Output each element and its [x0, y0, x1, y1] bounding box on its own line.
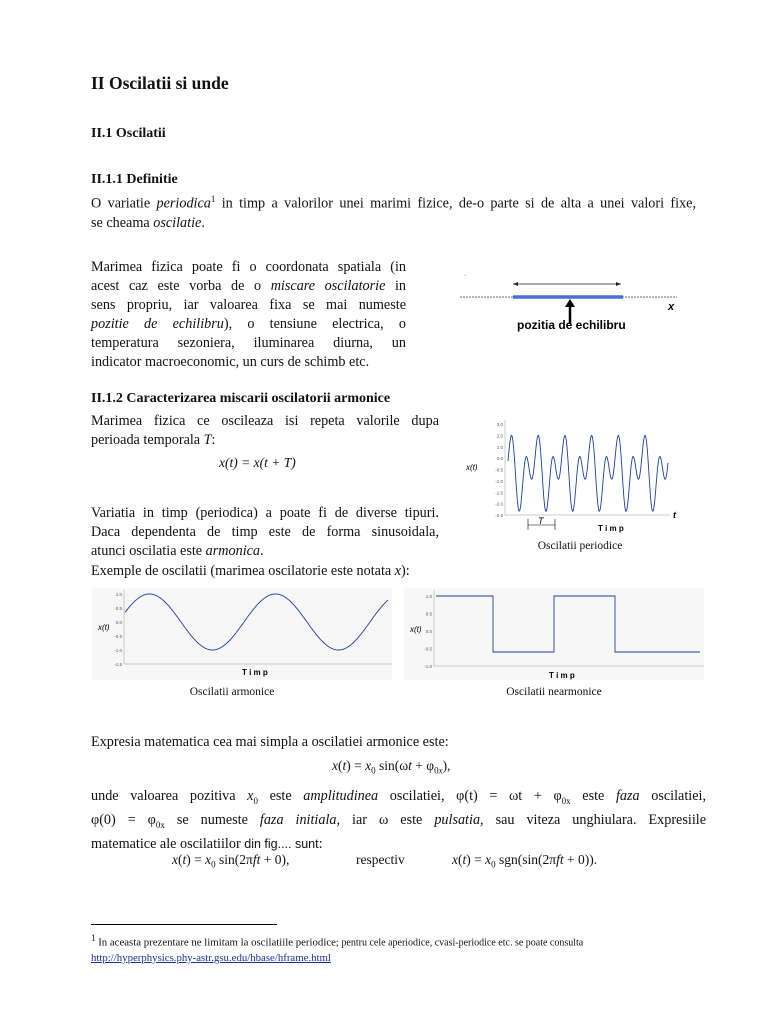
y-tick-label: -1.0: [495, 478, 503, 484]
y-tick-label: 1.0: [496, 444, 503, 450]
equilibrium-figure: [455, 262, 695, 342]
section-heading-1-2: II.1.2 Caracterizarea miscarii oscilatorii armonice: [91, 391, 391, 406]
nonharmonic-oscillation-chart: [404, 588, 704, 680]
footnote-ref[interactable]: 1: [210, 194, 216, 204]
y-tick-label: 1.0: [115, 592, 122, 597]
y-tick-label: 2.0: [496, 433, 503, 439]
x-axis-label: x: [668, 301, 675, 313]
y-tick-label: -1.0: [424, 664, 432, 669]
y-tick-label: 0.5: [425, 611, 432, 617]
equilibrium-label: pozitia de echilibru: [517, 318, 626, 332]
period-label: T: [538, 516, 544, 526]
formula-respectiv: respectiv: [356, 852, 405, 867]
physical-quantity-paragraph: Marimea fizica poate fi o coordonata spatiala (in acest caz este vorba de o miscare oscilatorie in sens propriu, iar valoarea fixa se mai numeste pozitie de echilibru), o tensiune electrica, o temperatura sezoniera, iluminarea diurna, un indicator macroeconomic, un curs de schimb etc.: [91, 259, 407, 370]
y-tick-label: -2.5: [495, 513, 503, 518]
formula-harmonic: $x(t) = x_0$ $\sin(\omega t + \varphi_{0x})$,: [332, 758, 451, 776]
y-tick-label: 0.5: [115, 606, 122, 611]
periodic-xlabel: T i m p: [598, 524, 624, 533]
t-axis-label: t: [673, 510, 676, 520]
y-tick-label: 1.0: [425, 594, 432, 599]
harmonic-ylabel: x(t): [98, 623, 110, 632]
periodic-caption: Oscilatii periodice: [537, 540, 623, 552]
formula-sgn: $x(t) = x_0$ sgn(sin(2πft + 0)).: [452, 852, 598, 870]
y-tick-label: -1.5: [114, 662, 122, 667]
nonharmonic-xlabel: T i m p: [549, 671, 575, 680]
y-tick-label: 0.0: [425, 629, 432, 634]
examples-paragraph: Exemple de oscilatii (marimea oscilatorie este notata x):: [91, 563, 410, 579]
y-tick-label: -1.5: [495, 490, 503, 496]
formula-sine: $x(t) = x_0$ sin(2πft + 0),: [172, 852, 290, 870]
section-heading-1: II.1 Oscilatii: [91, 126, 166, 141]
y-tick-label: -0.5: [495, 467, 503, 473]
harmonic-caption: Oscilatii armonice: [189, 686, 275, 698]
y-tick-label: 0.0: [115, 620, 122, 625]
periodic-oscillation-chart: [460, 414, 700, 534]
periodic-ylabel: x(t): [466, 463, 478, 472]
nonharmonic-caption: Oscilatii nearmonice: [506, 686, 602, 698]
section-heading-1-1: II.1.1 Definitie: [91, 172, 178, 187]
variation-paragraph: Variatia in timp (periodica) a poate fi de diverse tipuri. Daca dependenta de timp este de forma sinusoidala, atunci oscilatia este armonica.: [91, 505, 439, 559]
expression-intro: Expresia matematica cea mai simpla a oscilatiei armonice este:: [91, 734, 449, 750]
y-tick-label: -0.5: [114, 634, 122, 639]
definition-paragraph: O variatie periodica$^1$ in timp a valorilor unei marimi fizice, de-o parte si de alta a unei valori fixe, se cheama oscilatie.: [91, 194, 697, 231]
period-paragraph: Marimea fizica ce oscileaza isi repeta valorile dupa perioada temporala T:: [91, 413, 439, 448]
harmonic-oscillation-chart: [92, 588, 392, 680]
y-tick-label: 3.0: [496, 422, 503, 427]
formula-periodicity: x(t) = x(t + T): [219, 455, 296, 470]
hyperphysics-link[interactable]: http://hyperphysics.phy-astr.gsu.edu/hbase/hframe.html: [91, 951, 331, 964]
amplitude-paragraph: unde valoarea pozitiva $x_0$ este amplitudinea oscilatiei, $\varphi(t) = \omega t + \varphi_{0x}$ este faza oscilatiei, $\varphi(0) = \varphi_{0x}$ se numeste faza initiala, iar ω este pulsatia, sau viteza unghiulara. Expresiile matematice ale oscilatiilor din fig.... sunt:: [91, 788, 707, 852]
nonharmonic-ylabel: x(t): [410, 625, 422, 634]
footnote-separator: [91, 924, 277, 925]
svg-text:.: .: [464, 271, 466, 278]
harmonic-xlabel: T i m p: [242, 668, 268, 677]
y-tick-label: -1.0: [114, 648, 122, 653]
y-tick-label: 0.0: [496, 456, 503, 462]
page-title: II Oscilatii si unde: [91, 73, 229, 93]
footnote: $^1$ In aceasta prezentare ne limitam la oscilatiile periodice; pentru cele aperiodice, cvasi-periodice etc. se poate consulta http://hyperphysics.phy-astr.gsu.edu/hbase/hframe.html: [91, 933, 584, 964]
y-tick-label: -0.5: [424, 646, 432, 652]
y-tick-label: -2.0: [495, 501, 503, 507]
